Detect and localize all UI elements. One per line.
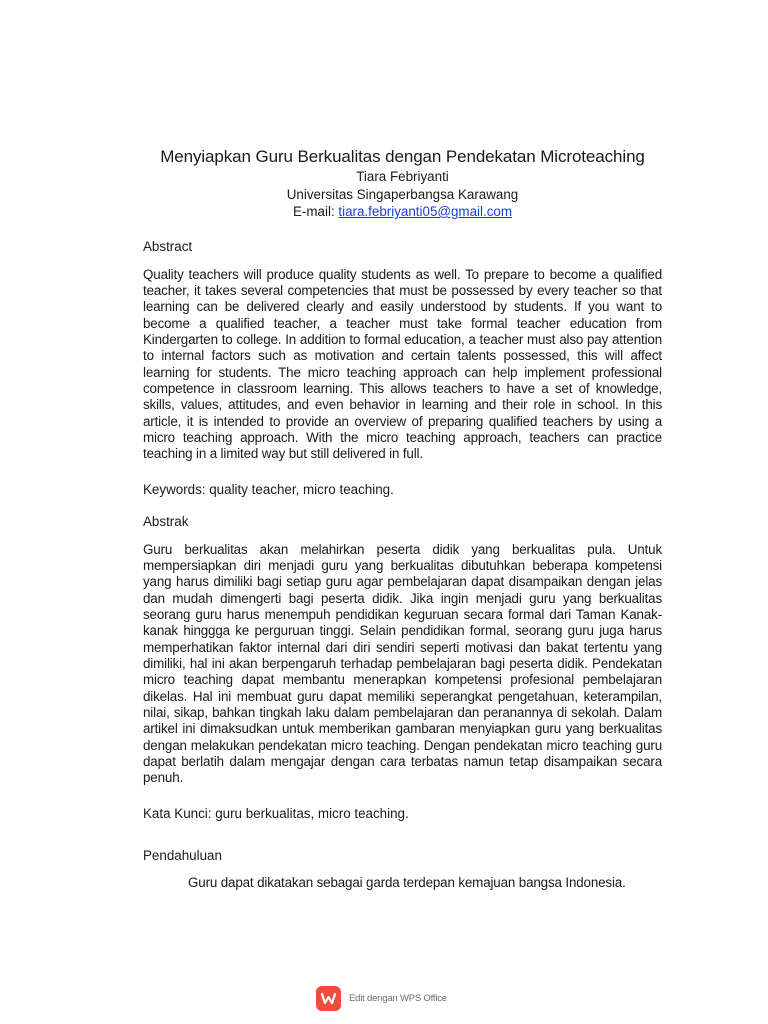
document-content [143,146,662,891]
author-email-line [143,203,662,221]
pendahuluan-body: Guru dapat dikatakan sebagai garda terdepan kemajuan bangsa Indonesia. [188,874,626,890]
pendahuluan-heading: Pendahuluan [143,847,222,863]
email-label: E-mail: [293,204,339,219]
paper-title: Menyiapkan Guru Berkualitas dengan Pendekatan Microteaching [160,147,645,166]
abstract-keywords: Keywords: quality teacher, micro teaching. [143,481,394,497]
wps-edit-label: Edit dengan WPS Office [349,992,447,1004]
wps-edit-banner[interactable] [316,985,447,1011]
author-affiliation: Universitas Singaperbangsa Karawang [286,186,519,202]
abstrak-body: Guru berkualitas akan melahirkan peserta didik yang berkualitas pula. Untuk mempersiapkan diri menjadi guru yang berkualitas dibutuhkan beberapa kompetensi yang harus dimiliki bagi setiap guru agar pembelajaran dapat disampaikan dengan jelas dan mudah dimengerti bagi peserta didik. Jika ingin menjadi guru yang berkualitas seorang guru harus menempuh pendidikan keguruan secara formal dari Taman Kanak-kanak hinggga ke perguruan tinggi. Selain pendidikan formal, seorang guru juga harus memperhatikan faktor internal dari diri sendiri seperti motivasi dan bakat tertentu yang dimiliki, hal ini akan berpengaruh terhadap pembelajaran bagi peserta didik. Pendekatan micro teaching dapat membantu menerapkan kompetensi profesional pembelajaran dikelas. Hal ini membuat guru dapat memiliki seperangkat pengetahuan, keterampilan, nilai, sikap, bahkan tingkah laku dalam pembelajaran dan peranannya di sekolah. Dalam artikel ini dimaksudkan untuk memberikan gambaran menyiapkan guru yang berkualitas dengan melakukan pendekatan micro teaching. Dengan pendekatan micro teaching guru dapat berlatih dalam mengajar dengan cara terbatas namun tetap disampaikan secara penuh. [143,541,662,786]
author-name: Tiara Febriyanti [356,169,449,184]
abstrak-keywords: Kata Kunci: guru berkualitas, micro teaching. [143,805,409,821]
email-link[interactable]: tiara.febriyanti05@gmail.com [338,204,512,219]
abstract-body: Quality teachers will produce quality students as well. To prepare to become a qualified teacher, it takes several competencies that must be possessed by every teacher so that learning can be delivered clearly and easily understood by students. If you want to become a qualified teacher, a teacher must take formal teacher education from Kindergarten to college. In addition to formal education, a teacher must also pay attention to internal factors such as motivation and certain talents possessed, this will affect learning for students. The micro teaching approach can help implement professional competence in classroom learning. This allows teachers to have a set of knowledge, skills, values, attitudes, and even behavior in learning and their role in school. In this article, it is intended to provide an overview of preparing qualified teachers by using a micro teaching approach. With the micro teaching approach, teachers can practice teaching in a limited way but still delivered in full. [143,266,662,462]
abstrak-heading: Abstrak [143,513,189,529]
author-block [143,168,662,221]
wps-office-icon [316,986,341,1011]
abstract-heading: Abstract [143,238,193,254]
